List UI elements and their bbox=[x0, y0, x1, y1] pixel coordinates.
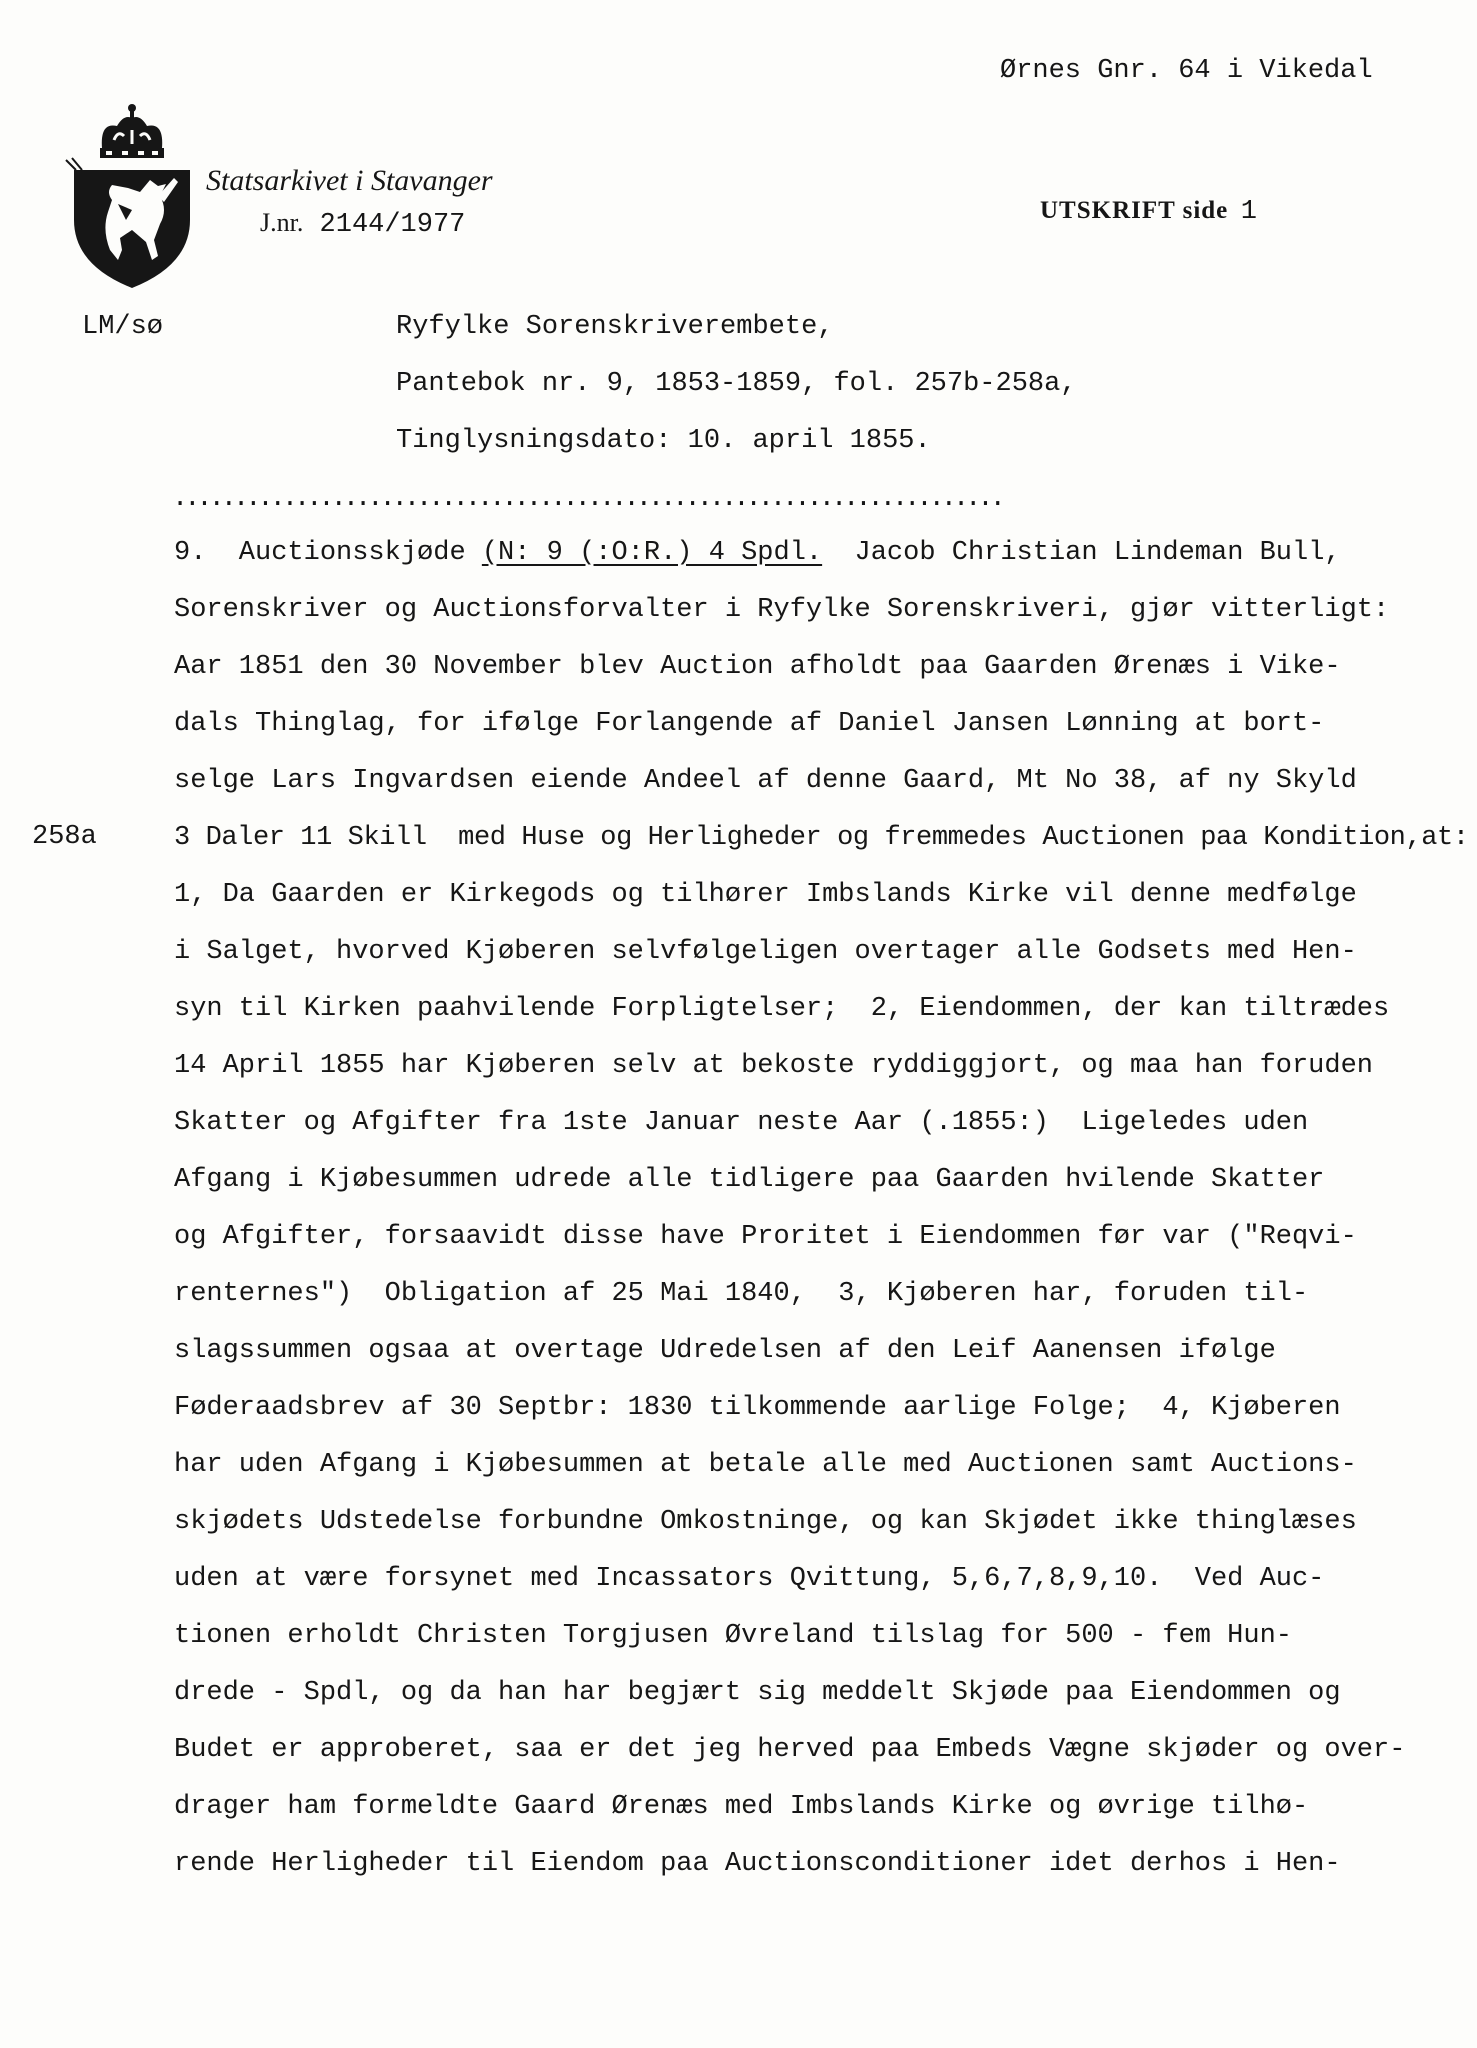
body-line: Aar 1851 den 30 November blev Auction afholdt paa Gaarden Ørenæs i Vike- bbox=[174, 652, 1341, 682]
body-line: 14 April 1855 har Kjøberen selv at bekoste ryddiggjort, og maa han foruden bbox=[174, 1051, 1373, 1081]
body-line: og Afgifter, forsaavidt disse have Proritet i Eiendommen før var ("Reqvi- bbox=[174, 1222, 1357, 1252]
body-line: Budet er approberet, saa er det jeg herved paa Embeds Vægne skjøder og over- bbox=[174, 1735, 1406, 1765]
body-line: uden at være forsynet med Incassators Qvittung, 5,6,7,8,9,10. Ved Auc- bbox=[174, 1564, 1325, 1594]
body-line: skjødets Udstedelse forbundne Omkostninge, og kan Skjødet ikke thinglæses bbox=[174, 1507, 1357, 1537]
clerk-initials: LM/sø bbox=[82, 312, 164, 342]
norwegian-coat-of-arms-icon bbox=[62, 100, 192, 290]
body-line: dals Thinglag, for ifølge Forlangende af Daniel Jansen Lønning at bort- bbox=[174, 709, 1325, 739]
source-line-1: Ryfylke Sorenskriverembete, bbox=[396, 312, 834, 342]
body-line: Sorenskriver og Auctionsforvalter i Ryfylke Sorenskriveri, gjør vitterligt: bbox=[174, 595, 1390, 625]
deed-issuer: Jacob Christian Lindeman Bull, bbox=[822, 538, 1341, 568]
body-line: renternes") Obligation af 25 Mai 1840, 3, Kjøberen har, foruden til- bbox=[174, 1279, 1309, 1309]
transcript-page-label bbox=[1040, 195, 1257, 227]
body-line: slagssummen ogsaa at overtage Udredelsen af den Leif Aanensen ifølge bbox=[174, 1336, 1276, 1366]
body-line: har uden Afgang i Kjøbesummen at betale alle med Auctionen samt Auctions- bbox=[174, 1450, 1357, 1480]
property-reference: Ørnes Gnr. 64 i Vikedal bbox=[1000, 56, 1373, 86]
body-line: Afgang i Kjøbesummen udrede alle tidligere paa Gaarden hvilende Skatter bbox=[174, 1165, 1325, 1195]
body-line: Føderaadsbrev af 30 Septbr: 1830 tilkommende aarlige Folge; 4, Kjøberen bbox=[174, 1393, 1341, 1423]
body-line: 3 Daler 11 Skill med Huse og Herligheder og fremmedes Auctionen paa Kondition,at: bbox=[174, 823, 1469, 853]
folio-margin-note: 258a bbox=[32, 822, 97, 852]
body-line: syn til Kirken paahvilende Forpligtelser; 2, Eiendommen, der kan tiltrædes bbox=[174, 994, 1390, 1024]
transcript-label: UTSKRIFT side bbox=[1040, 197, 1229, 224]
deed-number: 9. Auctionsskjøde bbox=[174, 538, 482, 568]
deed-reference: (N: 9 (:O:R.) 4 Spdl. bbox=[481, 538, 823, 568]
body-line-first bbox=[174, 538, 1341, 568]
journal-number-label: J.nr. bbox=[260, 208, 304, 237]
body-line: Skatter og Afgifter fra 1ste Januar neste Aar (.1855:) Ligeledes uden bbox=[174, 1108, 1309, 1138]
body-line: selge Lars Ingvardsen eiende Andeel af denne Gaard, Mt No 38, af ny Skyld bbox=[174, 766, 1357, 796]
journal-number bbox=[260, 208, 465, 240]
source-line-2: Pantebok nr. 9, 1853-1859, fol. 257b-258a, bbox=[396, 369, 1077, 399]
source-line-3: Tinglysningsdato: 10. april 1855. bbox=[396, 426, 931, 456]
archive-name: Statsarkivet i Stavanger bbox=[206, 164, 493, 197]
body-line: rende Herligheder til Eiendom paa Auctionsconditioner idet derhos i Hen- bbox=[174, 1849, 1341, 1879]
body-line: drede - Spdl, og da han har begjært sig meddelt Skjøde paa Eiendommen og bbox=[174, 1678, 1341, 1708]
transcript-page-number: 1 bbox=[1240, 197, 1257, 227]
separator-line: .................................................................... bbox=[172, 484, 1002, 510]
body-line: i Salget, hvorved Kjøberen selvfølgeligen overtager alle Godsets med Hen- bbox=[174, 937, 1357, 967]
body-line: 1, Da Gaarden er Kirkegods og tilhører Imbslands Kirke vil denne medfølge bbox=[174, 880, 1357, 910]
journal-number-value: 2144/1977 bbox=[319, 210, 466, 240]
body-line: drager ham formeldte Gaard Ørenæs med Imbslands Kirke og øvrige tilhø- bbox=[174, 1792, 1309, 1822]
body-line: tionen erholdt Christen Torgjusen Øvreland tilslag for 500 - fem Hun- bbox=[174, 1621, 1292, 1651]
